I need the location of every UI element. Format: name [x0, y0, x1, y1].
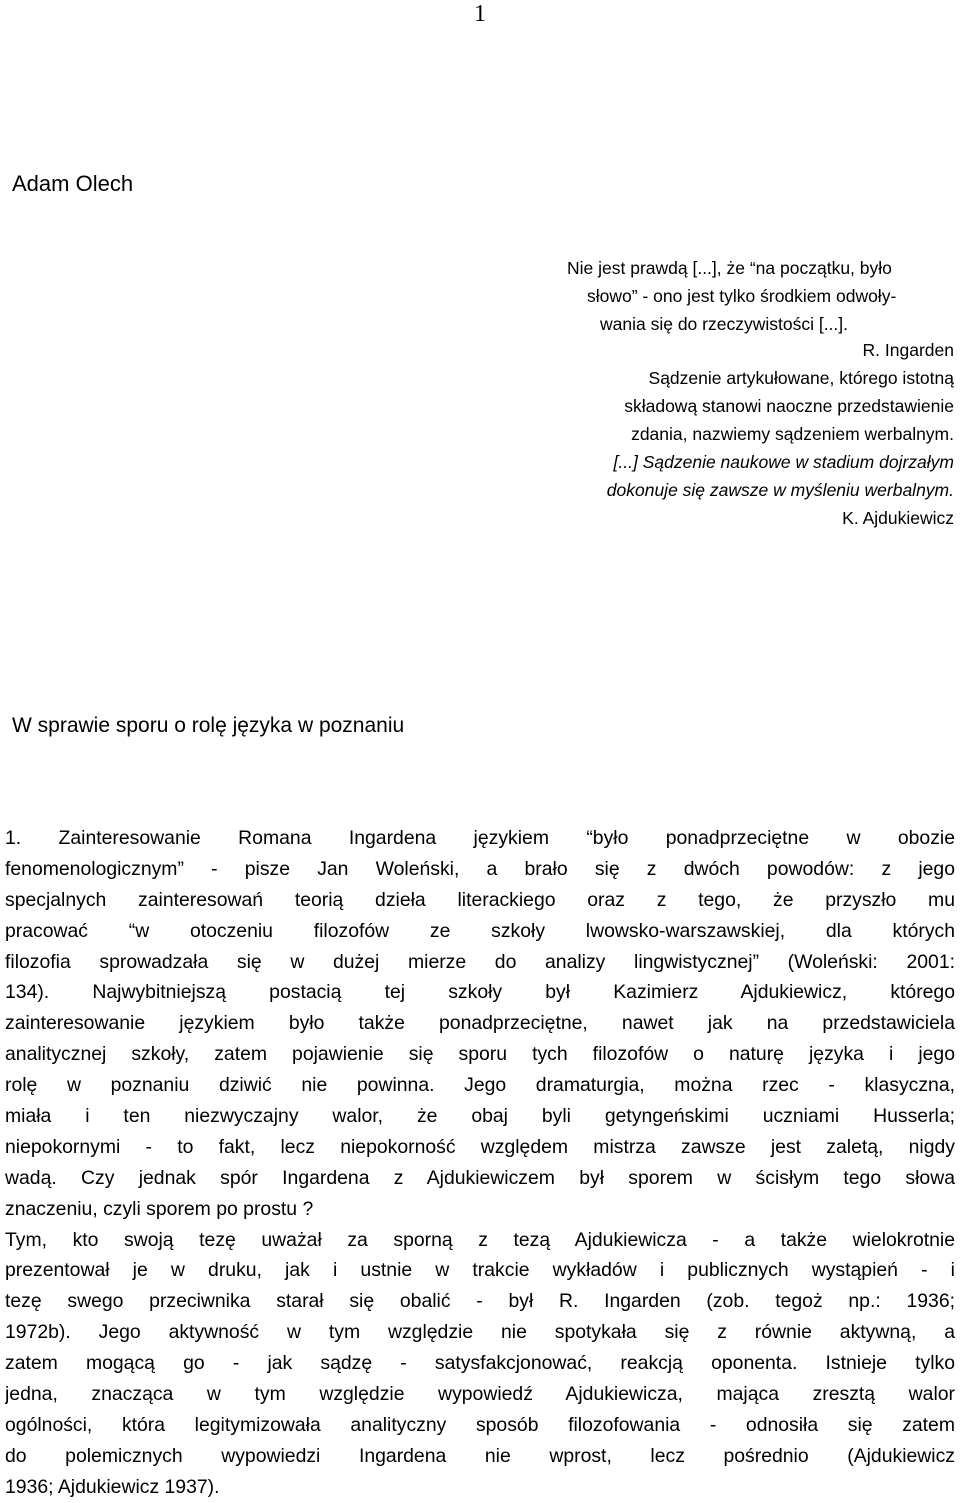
body-line: rolę w poznaniu dziwić nie powinna. Jego dramaturgia, można rzec - klasyczna, [5, 1074, 955, 1097]
body-line: zainteresowanie językiem było także ponadprzeciętne, nawet jak na przedstawiciela [5, 1012, 955, 1035]
motto-line: zdania, nazwiemy sądzeniem werbalnym. [631, 424, 954, 444]
motto-ajdukiewicz [607, 336, 954, 532]
page-number: 1 [474, 1, 486, 27]
motto-attribution: K. Ajdukiewicz [842, 508, 954, 528]
body-line: tezę swego przeciwnika starał się obalić - był R. Ingarden (zob. tegoż np.: 1936; [5, 1290, 955, 1313]
motto-line: wania się do rzeczywistości [...]. [600, 314, 848, 334]
body-line: niepokornymi - to fakt, lecz niepokorność względem mistrza zawsze jest zaletą, nigdy [5, 1135, 955, 1158]
body-line: pracować “w otoczeniu filozofów ze szkoły lwowsko-warszawskiej, dla których [5, 919, 955, 942]
body-line: wadą. Czy jednak spór Ingardena z Ajdukiewiczem był sporem w ścisłym tego słowa [5, 1166, 955, 1189]
body-line: znaczeniu, czyli sporem po prostu ? [5, 1197, 314, 1220]
body-line: miała i ten niezwyczajny walor, że obaj byli getyngeńskimi uczniami Husserla; [5, 1105, 955, 1128]
motto-line: składową stanowi naoczne przedstawienie [624, 396, 954, 416]
motto-line: Nie jest prawdą [...], że “na początku, było [567, 258, 892, 278]
body-line: do polemicznych wypowiedzi Ingardena nie wprost, lecz pośrednio (Ajdukiewicz [5, 1444, 955, 1467]
motto-ingarden [567, 254, 960, 338]
body-line: analitycznej szkoły, zatem pojawienie się sporu tych filozofów o naturę języka i jego [5, 1043, 955, 1066]
body-line: filozofia sprowadzała się w dużej mierze do analizy lingwistycznej” (Woleński: 2001: [5, 950, 955, 973]
author-name: Adam Olech [12, 171, 134, 196]
body-line: specjalnych zainteresowań teorią dzieła literackiego oraz z tego, że przyszło mu [5, 888, 955, 911]
motto-attribution: R. Ingarden [862, 340, 954, 360]
body-line: fenomenologicznym” - pisze Jan Woleński, a brało się z dwóch powodów: z jego [5, 857, 955, 880]
body-line: 1. Zainteresowanie Romana Ingardena językiem “było ponadprzeciętne w obozie [5, 827, 955, 849]
body-line: prezentował je w druku, jak i ustnie w trakcie wykładów i publicznych wystąpień - i [5, 1259, 955, 1282]
motto-line-italic: [...] Sądzenie naukowe w stadium dojrzałym [613, 452, 954, 472]
section-heading: W sprawie sporu o rolę języka w poznaniu [12, 714, 405, 737]
motto-line: Sądzenie artykułowane, którego istotną [648, 368, 954, 388]
body-line: ogólności, która legitymizowała analityczny sposób filozofowania - odnosiła się zatem [5, 1413, 955, 1436]
body-line: 1972b). Jego aktywność w tym względzie nie spotykała się z równie aktywną, a [5, 1321, 955, 1344]
body-line: 134). Najwybitniejszą postacią tej szkoły był Kazimierz Ajdukiewicz, którego [5, 981, 955, 1004]
body-paragraphs [5, 823, 955, 1503]
motto-line: słowo” - ono jest tylko środkiem odwoły- [587, 286, 897, 306]
body-line: Tym, kto swoją tezę uważał za sporną z tezą Ajdukiewicza - a także wielokrotnie [5, 1228, 955, 1251]
motto-line-italic: dokonuje się zawsze w myśleniu werbalnym. [606, 480, 954, 500]
body-line: zatem mogącą go - jak sądzę - satysfakcjonować, reakcją oponenta. Istnieje tylko [5, 1352, 955, 1375]
body-line: 1936; Ajdukiewicz 1937). [5, 1475, 220, 1498]
body-line: jedna, znacząca w tym względzie wypowiedź Ajdukiewicza, mająca zresztą walor [5, 1383, 955, 1406]
